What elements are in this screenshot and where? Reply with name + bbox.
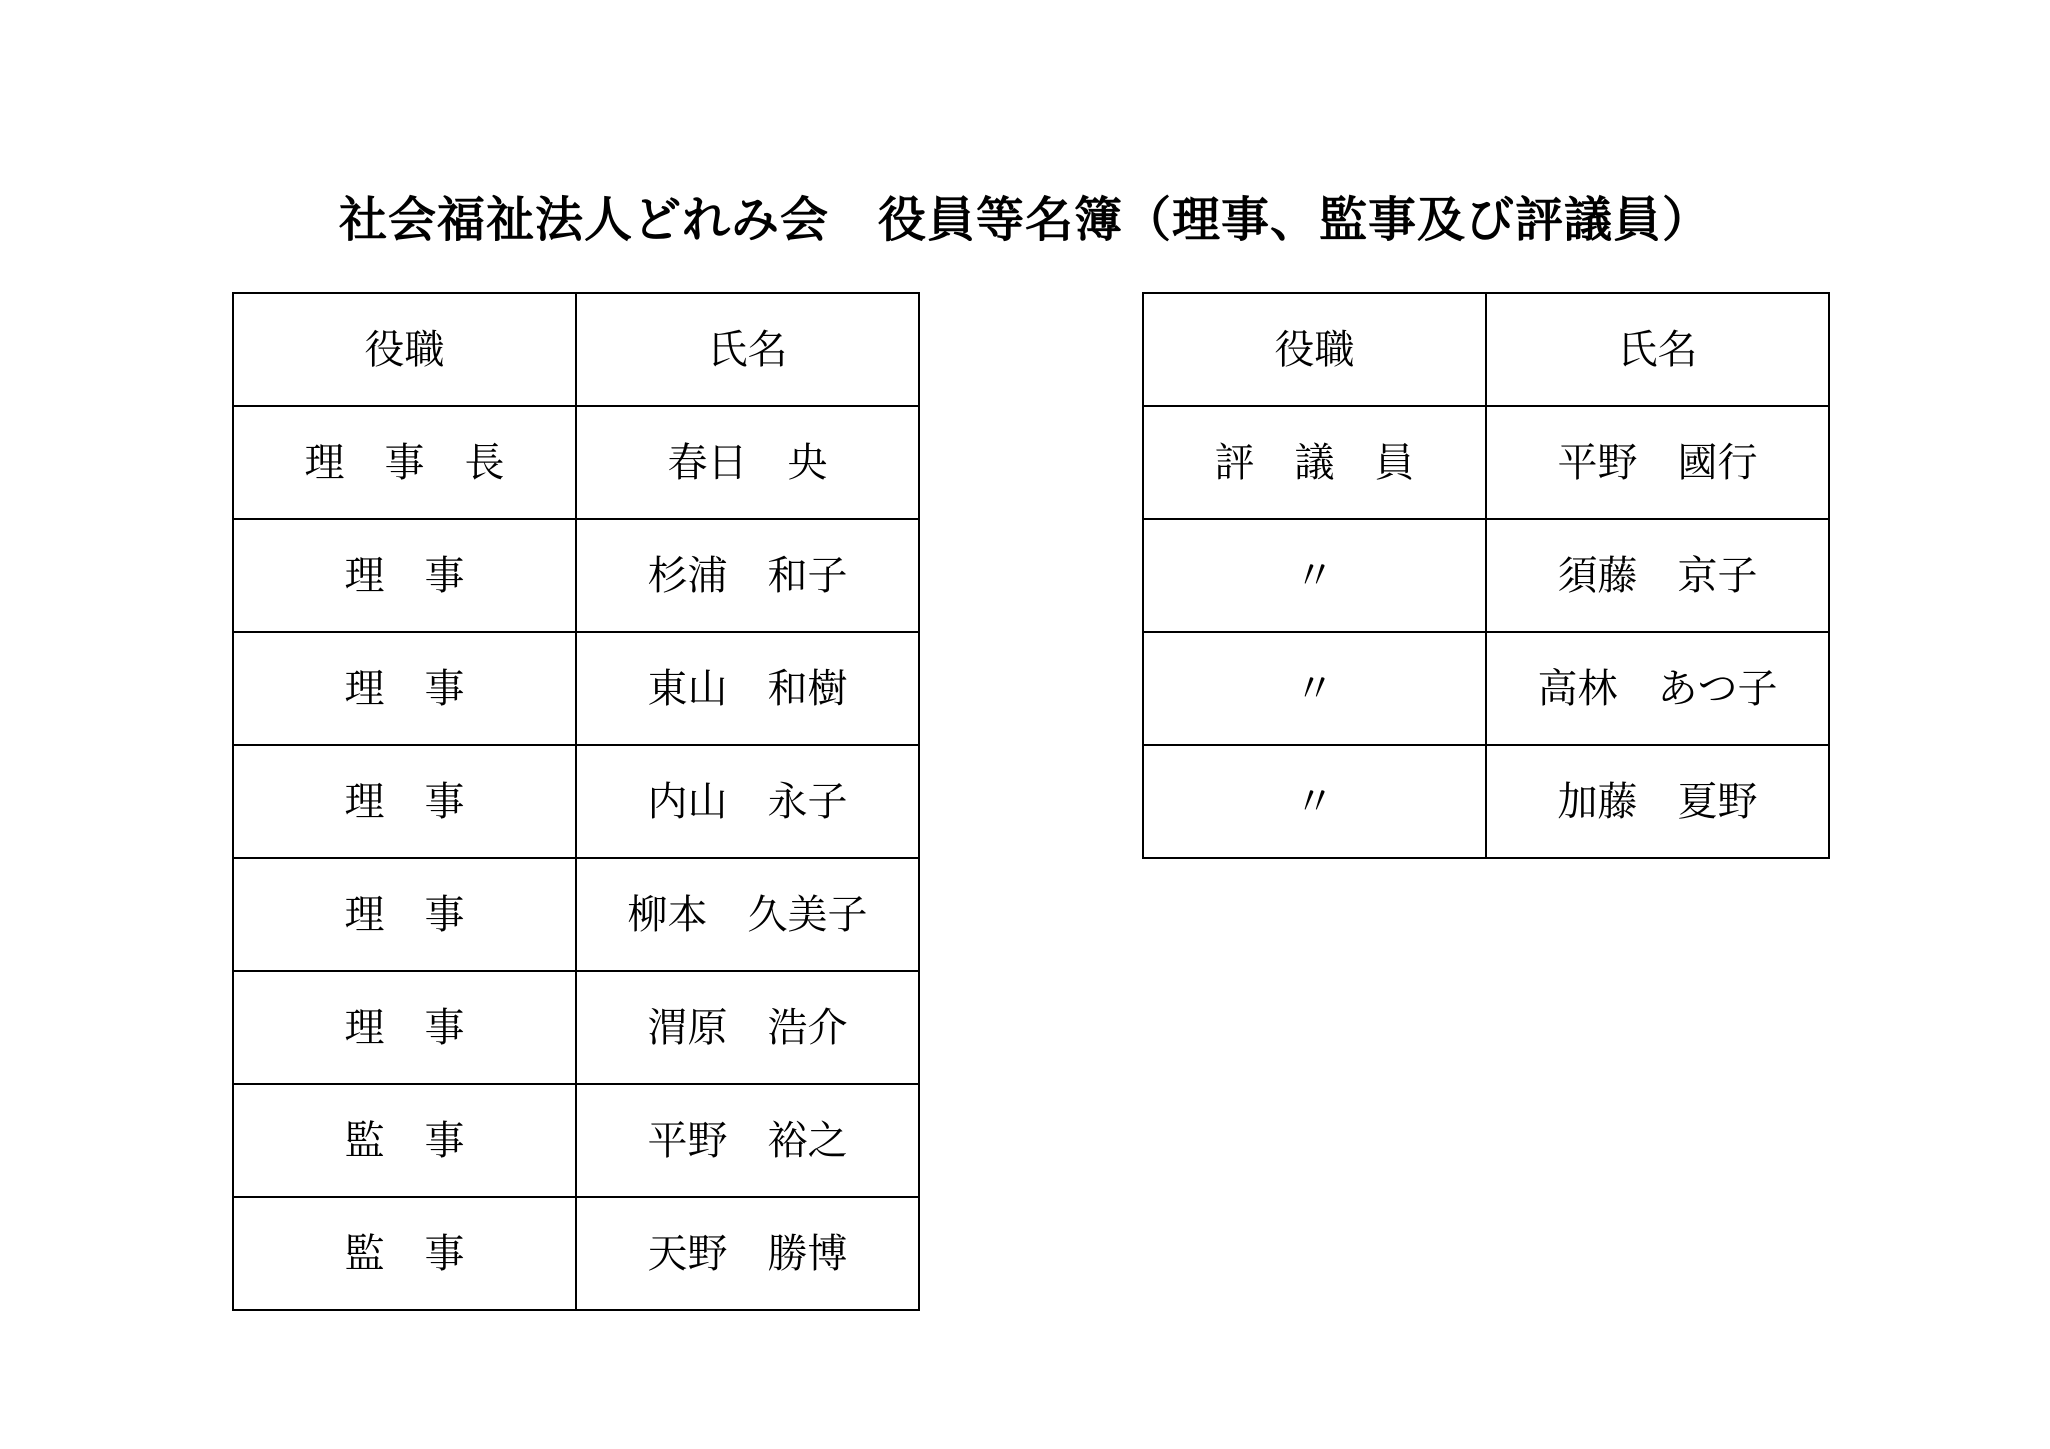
name-cell: 加藤 夏野 [1486, 745, 1829, 858]
table-row [233, 1197, 919, 1310]
name-cell: 天野 勝博 [576, 1197, 919, 1310]
name-cell: 内山 永子 [576, 745, 919, 858]
table-row [233, 858, 919, 971]
table-row [1143, 632, 1829, 745]
table-row [233, 745, 919, 858]
name-cell: 高林 あつ子 [1486, 632, 1829, 745]
table-row [233, 632, 919, 745]
table-row [1143, 745, 1829, 858]
table-header-row [1143, 293, 1829, 406]
table-row [1143, 519, 1829, 632]
role-cell: 理 事 [233, 858, 576, 971]
role-cell: 監 事 [233, 1084, 576, 1197]
role-cell: 理 事 [233, 745, 576, 858]
name-cell: 春日 央 [576, 406, 919, 519]
name-cell: 平野 裕之 [576, 1084, 919, 1197]
name-cell: 柳本 久美子 [576, 858, 919, 971]
role-cell: 〃 [1143, 632, 1486, 745]
table-row [233, 406, 919, 519]
column-header-name: 氏名 [576, 293, 919, 406]
role-cell: 監 事 [233, 1197, 576, 1310]
councilors-table [1142, 292, 1830, 859]
table-row [1143, 406, 1829, 519]
name-cell: 須藤 京子 [1486, 519, 1829, 632]
table-row [233, 971, 919, 1084]
role-cell: 理 事 [233, 971, 576, 1084]
role-cell: 理 事 [233, 632, 576, 745]
column-header-name: 氏名 [1486, 293, 1829, 406]
name-cell: 渭原 浩介 [576, 971, 919, 1084]
name-cell: 平野 國行 [1486, 406, 1829, 519]
role-cell: 理 事 [233, 519, 576, 632]
officers-table [232, 292, 920, 1311]
role-cell: 理 事 長 [233, 406, 576, 519]
table-row [233, 519, 919, 632]
table-row [233, 1084, 919, 1197]
name-cell: 杉浦 和子 [576, 519, 919, 632]
column-header-role: 役職 [1143, 293, 1486, 406]
role-cell: 評 議 員 [1143, 406, 1486, 519]
column-header-role: 役職 [233, 293, 576, 406]
name-cell: 東山 和樹 [576, 632, 919, 745]
page-title: 社会福祉法人どれみ会 役員等名簿（理事、監事及び評議員） [338, 192, 1711, 248]
role-cell: 〃 [1143, 745, 1486, 858]
role-cell: 〃 [1143, 519, 1486, 632]
table-header-row [233, 293, 919, 406]
